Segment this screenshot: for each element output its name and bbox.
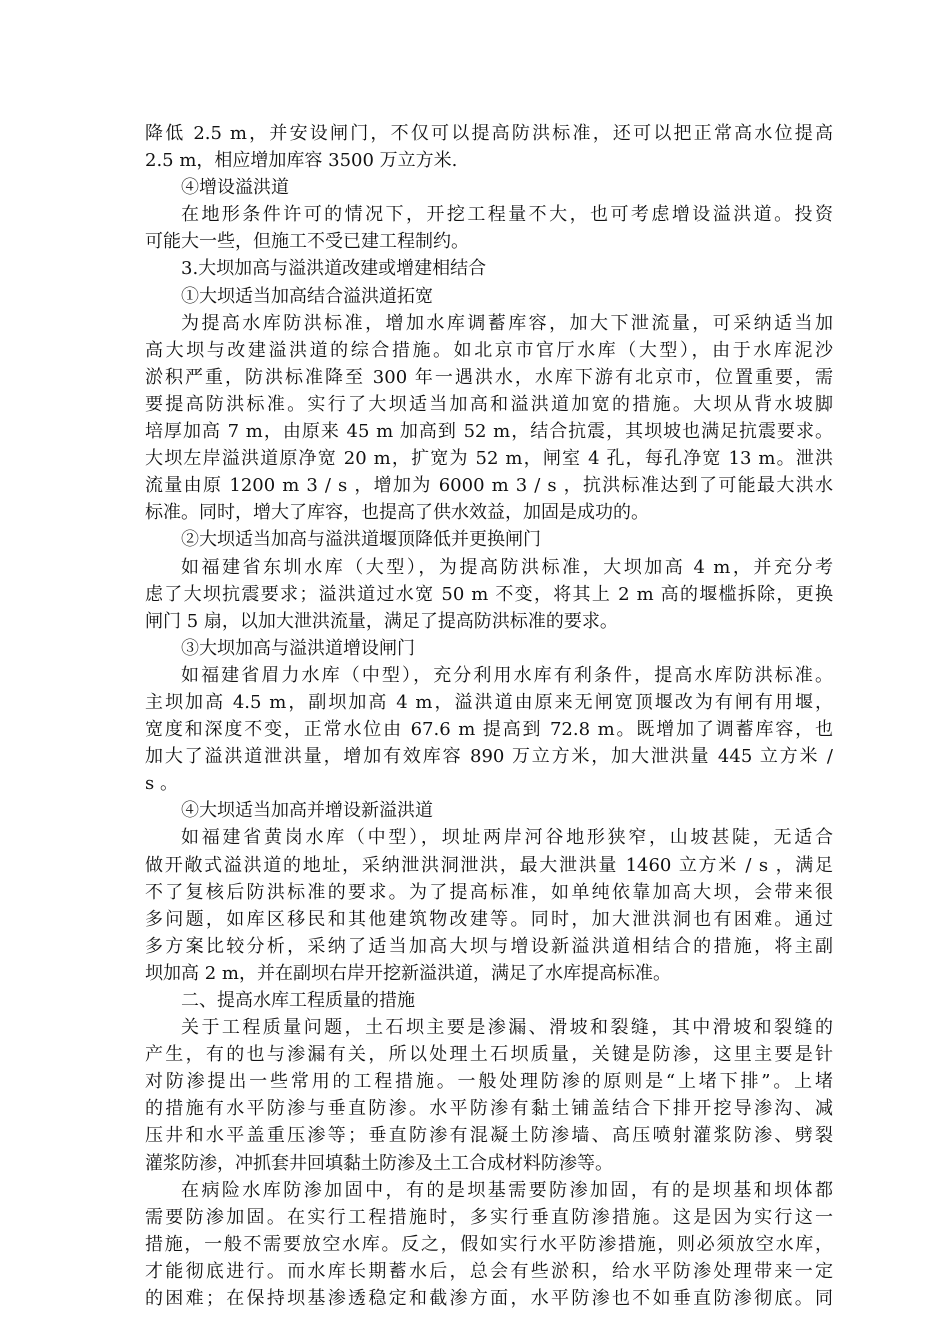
text-line: 虑了大坝抗震要求；溢洪道过水宽 50 m 不变，将其上 2 m 高的堰槛拆除，更换 xyxy=(145,583,833,605)
text-line: 二、提高水库工程质量的措施 xyxy=(181,990,415,1011)
text-line: 大坝左岸溢洪道原净宽 20 m，扩宽为 52 m，闸室 4 孔，每孔净宽 13 m。泄洪 xyxy=(145,448,833,470)
text-line: 需要防渗加固。在实行工程措施时，多实行垂直防渗措施。这是因为实行这一 xyxy=(145,1206,833,1228)
text-line: 可能大一些，但施工不受已建工程制约。 xyxy=(145,231,469,253)
text-line: 如福建省眉力水库（中型），充分利用水库有利条件，提高水库防洪标准。 xyxy=(181,664,833,686)
document-page xyxy=(145,120,833,1312)
text-line: 做开敞式溢洪道的地址，采纳泄洪洞泄洪，最大泄洪量 1460 立方米 / s ，满足 xyxy=(145,854,833,876)
text-line: 3.大坝加高与溢洪道改建或增建相结合 xyxy=(181,258,487,280)
text-line: 降低 2.5 m，并安设闸门，不仅可以提高防洪标准，还可以把正常高水位提高 xyxy=(145,123,833,144)
text-line: 产生，有的也与渗漏有关，所以处理土石坝质量，关键是防渗，这里主要是针 xyxy=(145,1044,833,1066)
text-line: 在地形条件许可的情况下，开挖工程量不大，也可考虑增设溢洪道。投资 xyxy=(181,204,833,226)
text-line: 要提高防洪标准。实行了大坝适当加高和溢洪道加宽的措施。大坝从背水坡脚 xyxy=(145,393,833,415)
text-line: 才能彻底进行。而水库长期蓄水后，总会有些淤积，给水平防渗处理带来一定 xyxy=(145,1260,833,1282)
text-line: 加大了溢洪道泄洪量，增加有效库容 890 万立方米，加大泄洪量 445 立方米 / xyxy=(145,746,833,768)
text-line: 为提高水库防洪标准，增加水库调蓄库容，加大下泄流量，可采纳适当加 xyxy=(181,312,833,334)
text-line: 灌浆防渗，冲抓套井回填黏土防渗及土工合成材料防渗等。 xyxy=(145,1152,613,1174)
text-line: 不了复核后防洪标准的要求。为了提高标准，如单纯依靠加高大坝，会带来很 xyxy=(145,881,833,903)
text-line: 措施，一般不需要放空水库。反之，假如实行水平防渗措施，则必须放空水库， xyxy=(145,1233,833,1255)
text-line: ③大坝加高与溢洪道增设闸门 xyxy=(181,637,415,659)
text-line: 的措施有水平防渗与垂直防渗。水平防渗有黏土铺盖结合下排开挖导渗沟、减 xyxy=(145,1098,833,1120)
text-line: s 。 xyxy=(145,773,178,795)
text-line: 高大坝与改建溢洪道的综合措施。如北京市官厅水库（大型），由于水库泥沙 xyxy=(145,339,833,361)
text-line: 多方案比较分析，采纳了适当加高大坝与增设新溢洪道相结合的措施，将主副 xyxy=(145,935,833,957)
text-line: 对防渗提出一些常用的工程措施。一般处理防渗的原则是“上堵下排”。上堵 xyxy=(145,1071,833,1093)
text-line: ②大坝适当加高与溢洪道堰顶降低并更换闸门 xyxy=(181,529,541,551)
text-line: 主坝加高 4.5 m，副坝加高 4 m，溢洪道由原来无闸宽顶堰改为有闸有用堰， xyxy=(145,691,833,713)
text-line: 在病险水库防渗加固中，有的是坝基需要防渗加固，有的是坝基和坝体都 xyxy=(181,1179,833,1201)
text-line: ④增设溢洪道 xyxy=(181,177,289,199)
text-line: 闸门 5 扇，以加大泄洪流量，满足了提高防洪标准的要求。 xyxy=(145,610,618,632)
text-line: 多问题，如库区移民和其他建筑物改建等。同时，加大泄洪洞也有困难。通过 xyxy=(145,908,833,930)
text-line: 如福建省黄岗水库（中型），坝址两岸河谷地形狭窄，山坡甚陡，无适合 xyxy=(181,827,833,849)
text-line: 关于工程质量问题，土石坝主要是渗漏、滑坡和裂缝，其中滑坡和裂缝的 xyxy=(181,1017,833,1039)
text-line: 标准。同时，增大了库容，也提高了供水效益，加固是成功的。 xyxy=(145,502,649,524)
text-line: 2.5 m，相应增加库容 3500 万立方米. xyxy=(145,150,458,172)
text-line: 如福建省东圳水库（大型），为提高防洪标准，大坝加高 4 m，并充分考 xyxy=(181,556,833,578)
text-line: 的困难；在保持坝基渗透稳定和截渗方面，水平防渗也不如垂直防渗彻底。同 xyxy=(145,1288,833,1310)
text-line: 培厚加高 7 m，由原来 45 m 加高到 52 m，结合抗震，其坝坡也满足抗震要求。 xyxy=(145,421,833,443)
text-line: 淤积严重，防洪标准降至 300 年一遇洪水，水库下游有北京市，位置重要，需 xyxy=(145,366,833,388)
text-line: 流量由原 1200 m 3 / s ，增加为 6000 m 3 / s ，抗洪标准达到了可能最大洪水 xyxy=(145,475,833,497)
text-line: 压井和水平盖重压渗等；垂直防渗有混凝土防渗墙、高压喷射灌浆防渗、劈裂 xyxy=(145,1125,833,1147)
text-line: ①大坝适当加高结合溢洪道拓宽 xyxy=(181,285,433,307)
text-line: 坝加高 2 m，并在副坝右岸开挖新溢洪道，满足了水库提高标准。 xyxy=(145,962,671,984)
text-line: 宽度和深度不变，正常水位由 67.6 m 提高到 72.8 m。既增加了调蓄库容，也 xyxy=(145,719,833,741)
text-line: ④大坝适当加高并增设新溢洪道 xyxy=(181,800,433,822)
